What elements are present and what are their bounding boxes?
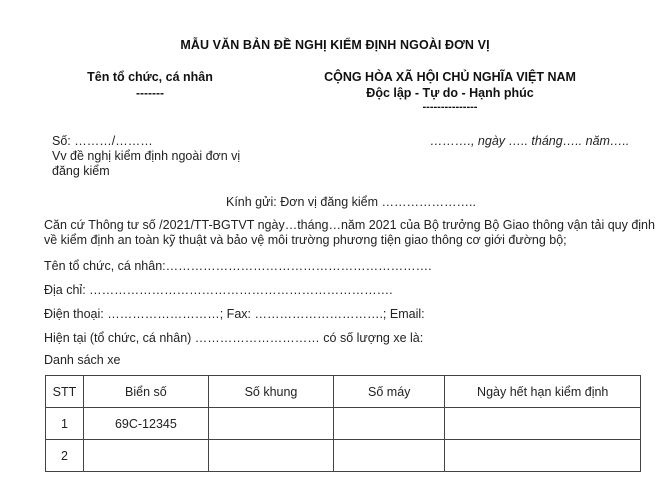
- cell-chassis: [208, 440, 333, 472]
- header-expiry: Ngày hết hạn kiểm định: [445, 376, 641, 408]
- vehicle-list-label: Danh sách xe: [44, 353, 121, 367]
- nation-heading: CỘNG HÒA XÃ HỘI CHỦ NGHĨA VIỆT NAM: [324, 70, 576, 84]
- header-engine: Số máy: [334, 376, 445, 408]
- cell-chassis: [208, 408, 333, 440]
- header-chassis: Số khung: [208, 376, 333, 408]
- legal-basis-line-2: về kiểm định an toàn kỹ thuật và bảo vệ môi trường phương tiện giao thông cơ giới đường bộ;: [44, 233, 567, 247]
- document-title: MẪU VĂN BẢN ĐỀ NGHỊ KIỂM ĐỊNH NGOÀI ĐƠN VỊ: [180, 38, 490, 52]
- cell-stt: 2: [46, 440, 84, 472]
- cell-engine: [334, 440, 445, 472]
- vehicle-table: [45, 375, 641, 472]
- greeting: Kính gửi: Đơn vị đăng kiểm …………………..: [226, 195, 476, 209]
- cell-engine: [334, 408, 445, 440]
- cell-expiry: [445, 408, 641, 440]
- cell-expiry: [445, 440, 641, 472]
- subject-line: Vv đề nghị kiểm định ngoài đơn vị: [52, 149, 241, 163]
- header-stt: STT: [46, 376, 84, 408]
- vehicle-count-field: Hiện tại (tổ chức, cá nhân) ………………………… có số lượng xe là:: [44, 331, 424, 345]
- date-line: ………., ngày ….. tháng….. năm…..: [430, 134, 630, 148]
- address-field: Địa chỉ: ……………………………………………………………….: [44, 283, 393, 297]
- cell-stt: 1: [46, 408, 84, 440]
- org-divider: -------: [136, 86, 164, 100]
- subject-line-continued: đăng kiểm: [52, 164, 110, 178]
- motto-divider: ---------------: [422, 101, 478, 113]
- header-plate: Biển số: [83, 376, 208, 408]
- cell-plate: 69C-12345: [83, 408, 208, 440]
- legal-basis-line-1: Căn cứ Thông tư số /2021/TT-BGTVT ngày…tháng…năm 2021 của Bộ trưởng Bộ Giao thông vận tải quy định: [44, 218, 655, 232]
- table-header-row: [46, 376, 641, 408]
- table-row: [46, 440, 641, 472]
- contact-field: Điện thoại: ………………………; Fax: ………………………….; Email:: [44, 307, 425, 321]
- motto: Độc lập - Tự do - Hạnh phúc: [366, 86, 534, 100]
- org-label: Tên tổ chức, cá nhân: [87, 70, 213, 84]
- cell-plate: [83, 440, 208, 472]
- org-name-field: Tên tổ chức, cá nhân:……………………………………………………….: [44, 259, 432, 273]
- document-number: Số: ………/………: [52, 134, 153, 148]
- table-row: [46, 408, 641, 440]
